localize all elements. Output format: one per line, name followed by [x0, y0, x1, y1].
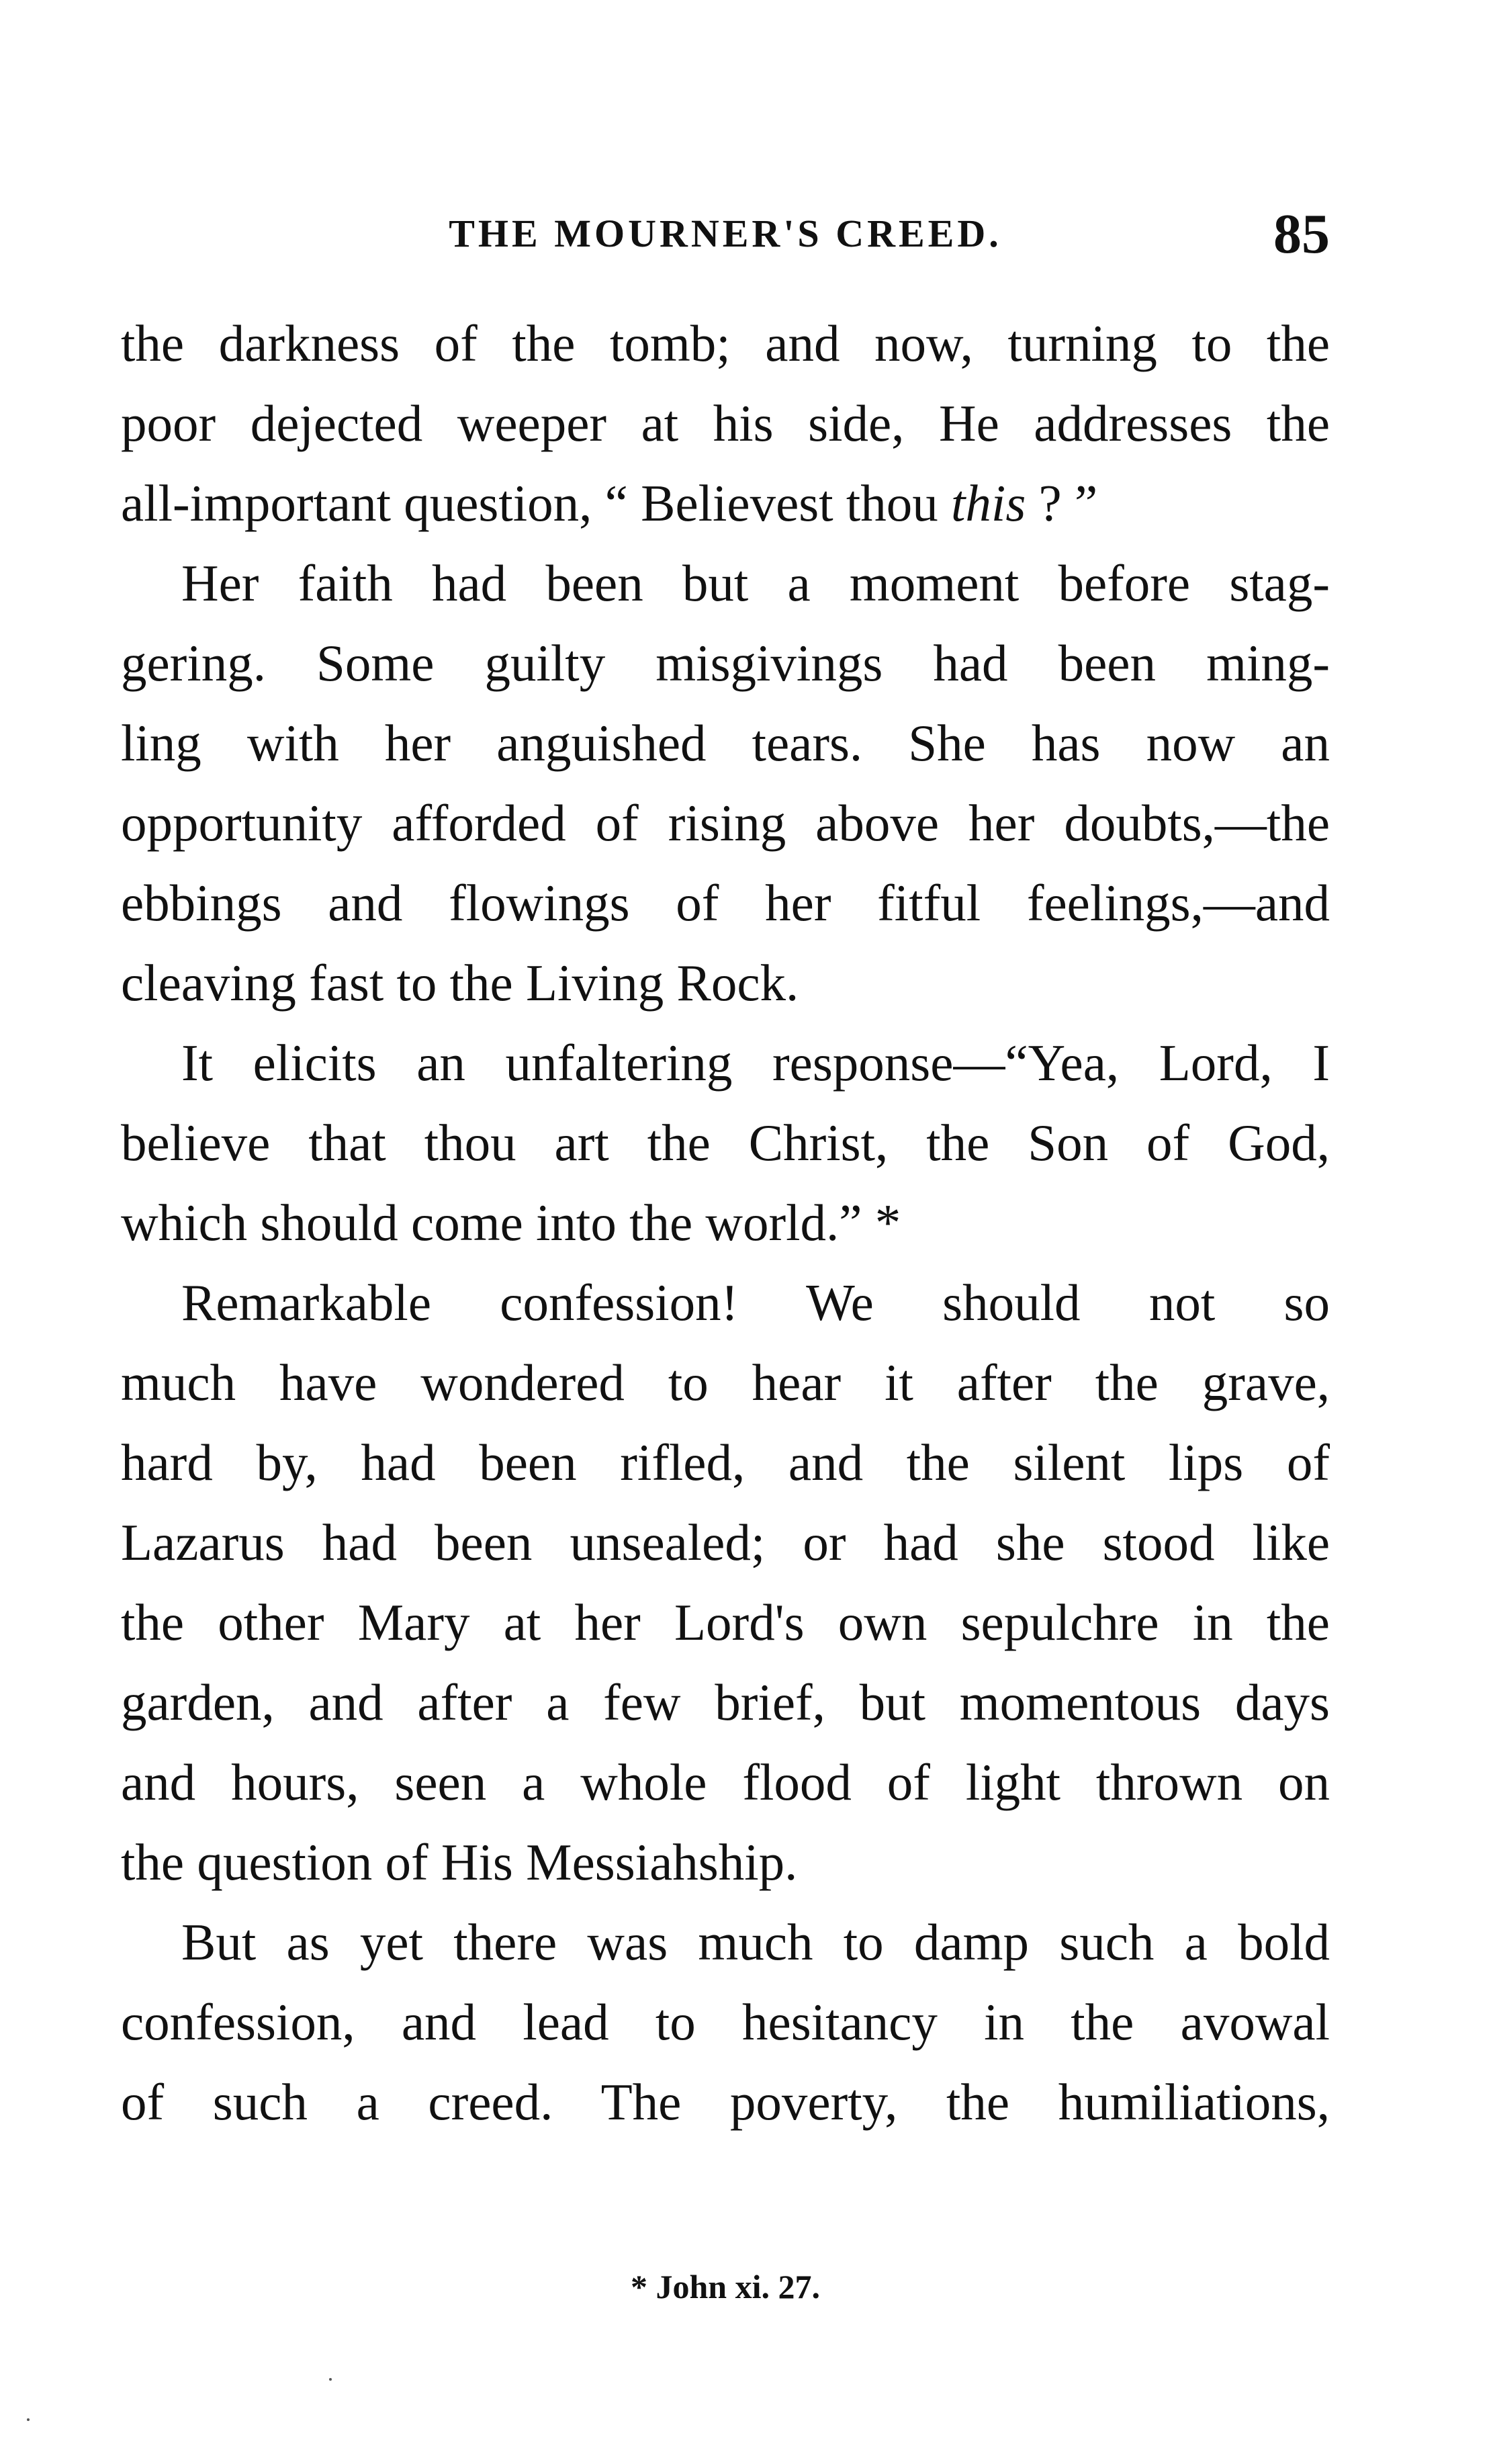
- text-line: believe that thou art the Christ, the Son of God,: [121, 1114, 1330, 1172]
- body-text: [121, 304, 1330, 2142]
- text-line: Lazarus had been unsealed; or had she stood like: [121, 1513, 1330, 1571]
- emphasis: this: [951, 474, 1026, 532]
- text-line: It elicits an unfaltering response—“Yea, Lord, I: [181, 1034, 1330, 1092]
- text-line: of such a creed. The poverty, the humiliations,: [121, 2073, 1330, 2131]
- text-line: Her faith had been but a moment before stag-: [181, 554, 1330, 612]
- text-line: Remarkable confession! We should not so: [181, 1274, 1330, 1331]
- footnote: * John xi. 27.: [630, 2268, 820, 2305]
- running-head: [121, 202, 1330, 282]
- text-line: gering. Some guilty misgivings had been ming-: [121, 634, 1330, 692]
- text-line: much have wondered to hear it after the grave,: [121, 1354, 1330, 1411]
- text-line: But as yet there was much to damp such a bold: [181, 1913, 1330, 1971]
- paragraph: [121, 543, 1330, 1023]
- paragraph: [121, 1902, 1330, 2142]
- text-line: all-important question, “ Believest thou this ? ”: [121, 474, 1098, 532]
- text-line: the question of His Messiahship.: [121, 1833, 798, 1891]
- scan-speck: [27, 2418, 30, 2421]
- paragraph: [121, 1263, 1330, 1902]
- text-line: cleaving fast to the Living Rock.: [121, 954, 799, 1012]
- text-line: and hours, seen a whole flood of light thrown on: [121, 1753, 1330, 1811]
- text-line: the darkness of the tomb; and now, turning to the: [121, 314, 1330, 372]
- scan-speck: [329, 2378, 332, 2381]
- text-line: the other Mary at her Lord's own sepulchre in the: [121, 1593, 1330, 1651]
- text-line: ling with her anguished tears. She has now an: [121, 714, 1330, 772]
- text-line: ebbings and flowings of her fitful feelings,—and: [121, 874, 1330, 932]
- page-number: 85: [1273, 203, 1330, 265]
- running-title: THE MOURNER'S CREED.: [449, 212, 1002, 255]
- text-line: opportunity afforded of rising above her doubts,—the: [121, 794, 1330, 852]
- text-line: garden, and after a few brief, but momentous days: [121, 1673, 1330, 1731]
- text-line: hard by, had been rifled, and the silent lips of: [121, 1434, 1330, 1491]
- paragraph: [121, 1023, 1330, 1263]
- text-line: poor dejected weeper at his side, He addresses the: [121, 394, 1330, 452]
- text-line: confession, and lead to hesitancy in the avowal: [121, 1993, 1330, 2051]
- paragraph: [121, 304, 1330, 543]
- text-line: which should come into the world.” *: [121, 1194, 901, 1251]
